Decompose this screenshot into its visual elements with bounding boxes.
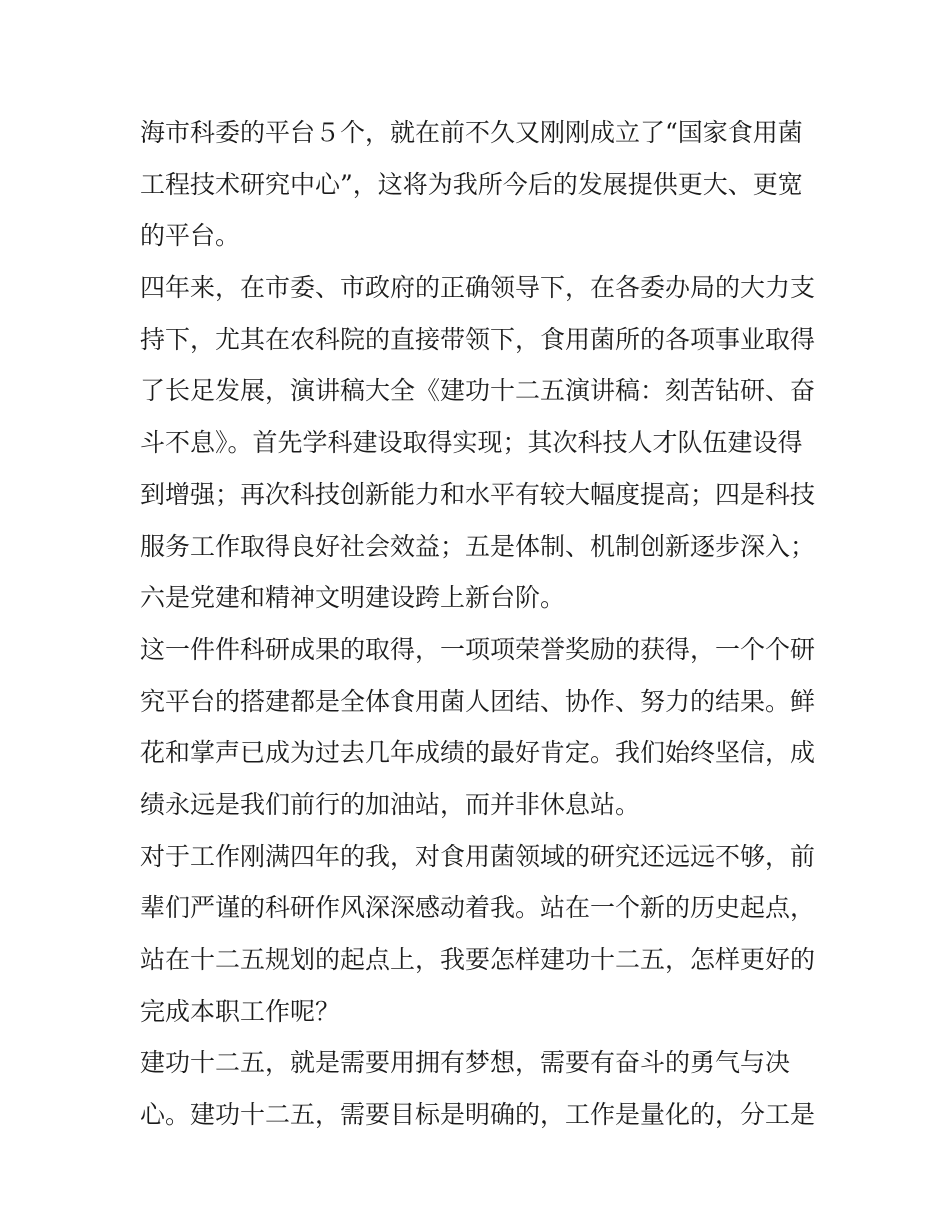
text-line: 这一件件科研成果的取得，一项项荣誉奖励的获得，一个个研 <box>140 634 816 664</box>
text-line: 心。建功十二五，需要目标是明确的，工作是量化的，分工是 <box>140 1100 816 1130</box>
text-line: 斗不息》。首先学科建设取得实现；其次科技人才队伍建设得 <box>140 428 803 458</box>
text-line: 工程技术研究中心”，这将为我所今后的发展提供更大、更宽 <box>140 169 803 199</box>
text-line: 完成本职工作呢？ <box>140 996 341 1026</box>
text-line: 服务工作取得良好社会效益；五是体制、机制创新逐步深入； <box>140 531 816 561</box>
text-line: 建功十二五，就是需要用拥有梦想，需要有奋斗的勇气与决 <box>140 1048 791 1078</box>
text-line: 辈们严谨的科研作风深深感动着我。站在一个新的历史起点， <box>140 893 816 923</box>
text-line: 花和掌声已成为过去几年成绩的最好肯定。我们始终坚信，成 <box>140 738 816 768</box>
text-line: 的平台。 <box>140 221 241 251</box>
text-line: 海市科委的平台５个，就在前不久又刚刚成立了“国家食用菌 <box>140 118 803 147</box>
text-line: 了长足发展，演讲稿大全《建功十二五演讲稿：刻苦钻研、奋 <box>140 376 816 406</box>
text-line: 持下，尤其在农科院的直接带领下，食用菌所的各项事业取得 <box>140 324 816 354</box>
text-line: 四年来，在市委、市政府的正确领导下，在各委办局的大力支 <box>140 273 816 303</box>
text-line: 绩永远是我们前行的加油站，而并非休息站。 <box>140 789 641 819</box>
text-line: 站在十二五规划的起点上，我要怎样建功十二五，怎样更好的 <box>140 945 816 974</box>
text-line: 六是党建和精神文明建设跨上新台阶。 <box>140 583 566 613</box>
text-line: 究平台的搭建都是全体食用菌人团结、协作、努力的结果。鲜 <box>140 686 816 716</box>
body-text <box>140 107 820 1141</box>
text-line: 到增强；再次科技创新能力和水平有较大幅度提高；四是科技 <box>140 479 816 509</box>
text-line: 对于工作刚满四年的我，对食用菌领域的研究还远远不够，前 <box>140 841 816 871</box>
